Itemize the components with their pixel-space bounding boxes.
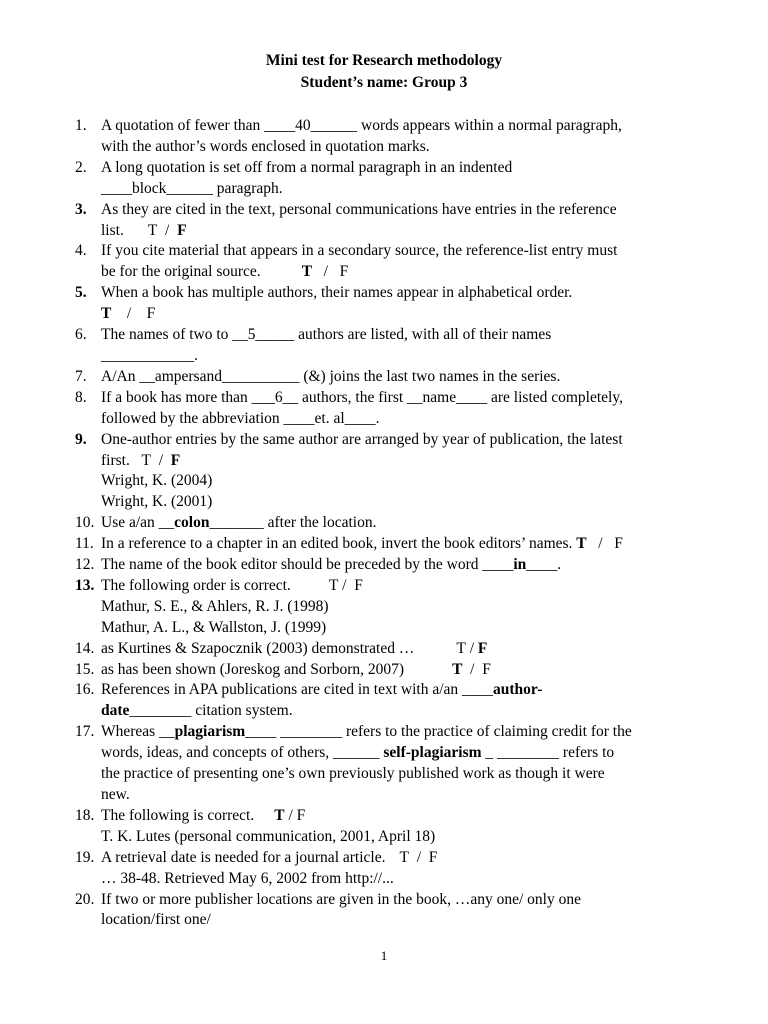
question-number: 2. (75, 158, 87, 176)
question-text: ________ citation system. (129, 702, 293, 720)
question-text: One-author entries by the same author are arranged by year of publication, the latest (101, 430, 623, 448)
question-text: with the author’s words enclosed in quotation marks. (101, 137, 430, 155)
false-option: F (296, 806, 306, 824)
student-name-line: Student’s name: Group 3 (300, 74, 468, 91)
question-text: The following is correct. (101, 806, 255, 824)
tf-separator: / (288, 806, 293, 824)
tf-separator: / (342, 576, 347, 594)
true-option-selected: T (576, 535, 587, 553)
tf-separator: / (598, 535, 603, 553)
question-number: 9. (75, 430, 87, 448)
tf-separator: / (165, 221, 170, 239)
question-number: 8. (75, 388, 87, 406)
question-6 (75, 325, 725, 367)
question-13 (75, 576, 725, 639)
true-option-selected: T (274, 806, 285, 824)
question-text: References in APA publications are cited in text with a/an ____ (101, 681, 494, 699)
question-15 (75, 660, 725, 681)
false-option: F (146, 305, 156, 323)
question-text: the practice of presenting one’s own previously published work as though it were (101, 765, 605, 783)
question-text: ____ ________ refers to the practice of claiming credit for the (245, 723, 632, 741)
question-number: 18. (75, 806, 95, 824)
true-option: T (456, 639, 466, 657)
answer-text: plagiarism (174, 723, 246, 741)
question-text: Whereas __ (101, 723, 175, 741)
question-text: followed by the abbreviation ____et. al____. (101, 409, 380, 427)
answer-text: in (513, 556, 527, 574)
question-number: 16. (75, 681, 95, 699)
page-number: 1 (380, 948, 388, 963)
reference-example: Wright, K. (2004) (101, 472, 213, 490)
question-number: 20. (75, 890, 95, 908)
reference-example: Mathur, A. L., & Wallston, J. (1999) (101, 618, 327, 636)
question-number: 1. (75, 117, 87, 134)
question-number: 10. (75, 514, 95, 532)
question-1 (75, 116, 725, 158)
question-12 (75, 555, 725, 576)
true-option-selected: T (101, 305, 112, 323)
question-number: 4. (75, 242, 87, 260)
false-option-selected: F (477, 639, 488, 657)
question-number: 3. (75, 200, 87, 218)
true-option: T (147, 221, 158, 239)
tf-separator: / (323, 263, 328, 281)
reference-example: Wright, K. (2001) (101, 493, 213, 511)
question-text: words, ideas, and concepts of others, ______ (101, 744, 384, 762)
true-option-selected: T (301, 263, 313, 281)
false-option: F (482, 660, 491, 678)
question-14 (75, 639, 725, 660)
question-number: 19. (75, 848, 95, 866)
false-option-selected: F (177, 221, 187, 239)
question-19 (75, 848, 725, 890)
question-5 (75, 283, 725, 325)
question-number: 15. (75, 660, 95, 678)
question-number: 12. (75, 556, 95, 574)
question-number: 7. (75, 367, 87, 385)
question-number: 17. (75, 723, 95, 741)
question-text: A retrieval date is needed for a journal article. (101, 848, 386, 866)
question-text: If a book has more than ___6__ authors, the first __name____ are listed completely, (101, 388, 623, 406)
question-text: A quotation of fewer than ____40______ words appears within a normal paragraph, (101, 117, 622, 134)
page-title: Mini test for Research methodology (265, 52, 503, 69)
question-4 (75, 241, 725, 283)
question-text: first. (101, 451, 130, 469)
answer-text: author- (493, 681, 543, 699)
question-16 (75, 680, 725, 722)
reference-example: … 38-48. Retrieved May 6, 2002 from http://... (101, 869, 394, 887)
question-number: 11. (75, 535, 94, 553)
true-option: T (399, 848, 409, 866)
false-option: F (614, 535, 623, 553)
tf-separator: / (158, 451, 163, 469)
question-text: as Kurtines & Szapocznik (2003) demonstrated … (101, 639, 415, 657)
false-option: F (339, 263, 349, 281)
question-text: The following order is correct. (101, 576, 291, 594)
question-text: A/An __ampersand__________ (&) joins the last two names in the series. (101, 367, 561, 385)
tf-separator: / (126, 305, 132, 323)
question-7 (75, 367, 725, 388)
false-option: F (354, 576, 363, 594)
question-text: ____block______ paragraph. (101, 179, 283, 197)
question-text: _ ________ refers to (481, 744, 615, 762)
question-number: 5. (75, 284, 87, 302)
question-text: location/first one/ (101, 911, 211, 929)
false-option: F (428, 848, 438, 866)
question-text: As they are cited in the text, personal communications have entries in the reference (101, 200, 617, 218)
true-option: T (328, 576, 339, 594)
tf-separator: / (470, 660, 475, 678)
question-9 (75, 430, 725, 514)
answer-text: colon (174, 514, 210, 532)
question-text: be for the original source. (101, 263, 261, 281)
question-20 (75, 890, 725, 932)
question-text: The names of two to __5_____ authors are listed, with all of their names (101, 326, 552, 344)
question-text: A long quotation is set off from a normal paragraph in an indented (101, 158, 513, 176)
question-18 (75, 806, 725, 848)
question-3 (75, 200, 725, 242)
question-text: The name of the book editor should be preceded by the word ____ (101, 556, 514, 574)
tf-separator: / (469, 639, 475, 657)
false-option-selected: F (170, 451, 181, 469)
question-text: If you cite material that appears in a secondary source, the reference-list entry must (101, 242, 618, 260)
question-text: list. (101, 221, 124, 239)
question-number: 13. (75, 576, 95, 594)
true-option: T (141, 451, 151, 469)
true-option-selected: T (452, 660, 463, 678)
question-text: When a book has multiple authors, their names appear in alphabetical order. (101, 284, 573, 302)
question-text: If two or more publisher locations are given in the book, …any one/ only one (101, 890, 581, 908)
question-text: Use a/an __ (101, 514, 175, 532)
question-10 (75, 513, 725, 534)
question-number: 14. (75, 639, 95, 657)
answer-text: date (101, 702, 130, 720)
question-17 (75, 722, 725, 806)
question-2 (75, 158, 725, 200)
question-text: In a reference to a chapter in an edited book, invert the book editors’ names. (101, 535, 573, 553)
question-text: ____. (526, 556, 562, 574)
question-text: new. (101, 786, 130, 803)
question-text: _______ after the location. (209, 514, 377, 532)
tf-separator: / (416, 848, 421, 866)
question-number: 6. (75, 326, 87, 344)
question-list (75, 116, 725, 931)
question-text: as has been shown (Joreskog and Sorborn, 2007) (101, 660, 405, 678)
reference-example: T. K. Lutes (personal communication, 2001, April 18) (101, 827, 436, 845)
reference-example: Mathur, S. E., & Ahlers, R. J. (1998) (101, 597, 329, 615)
question-text: ____________. (101, 346, 198, 364)
answer-text: self-plagiarism (383, 744, 482, 762)
question-11 (75, 534, 725, 555)
question-8 (75, 388, 725, 430)
